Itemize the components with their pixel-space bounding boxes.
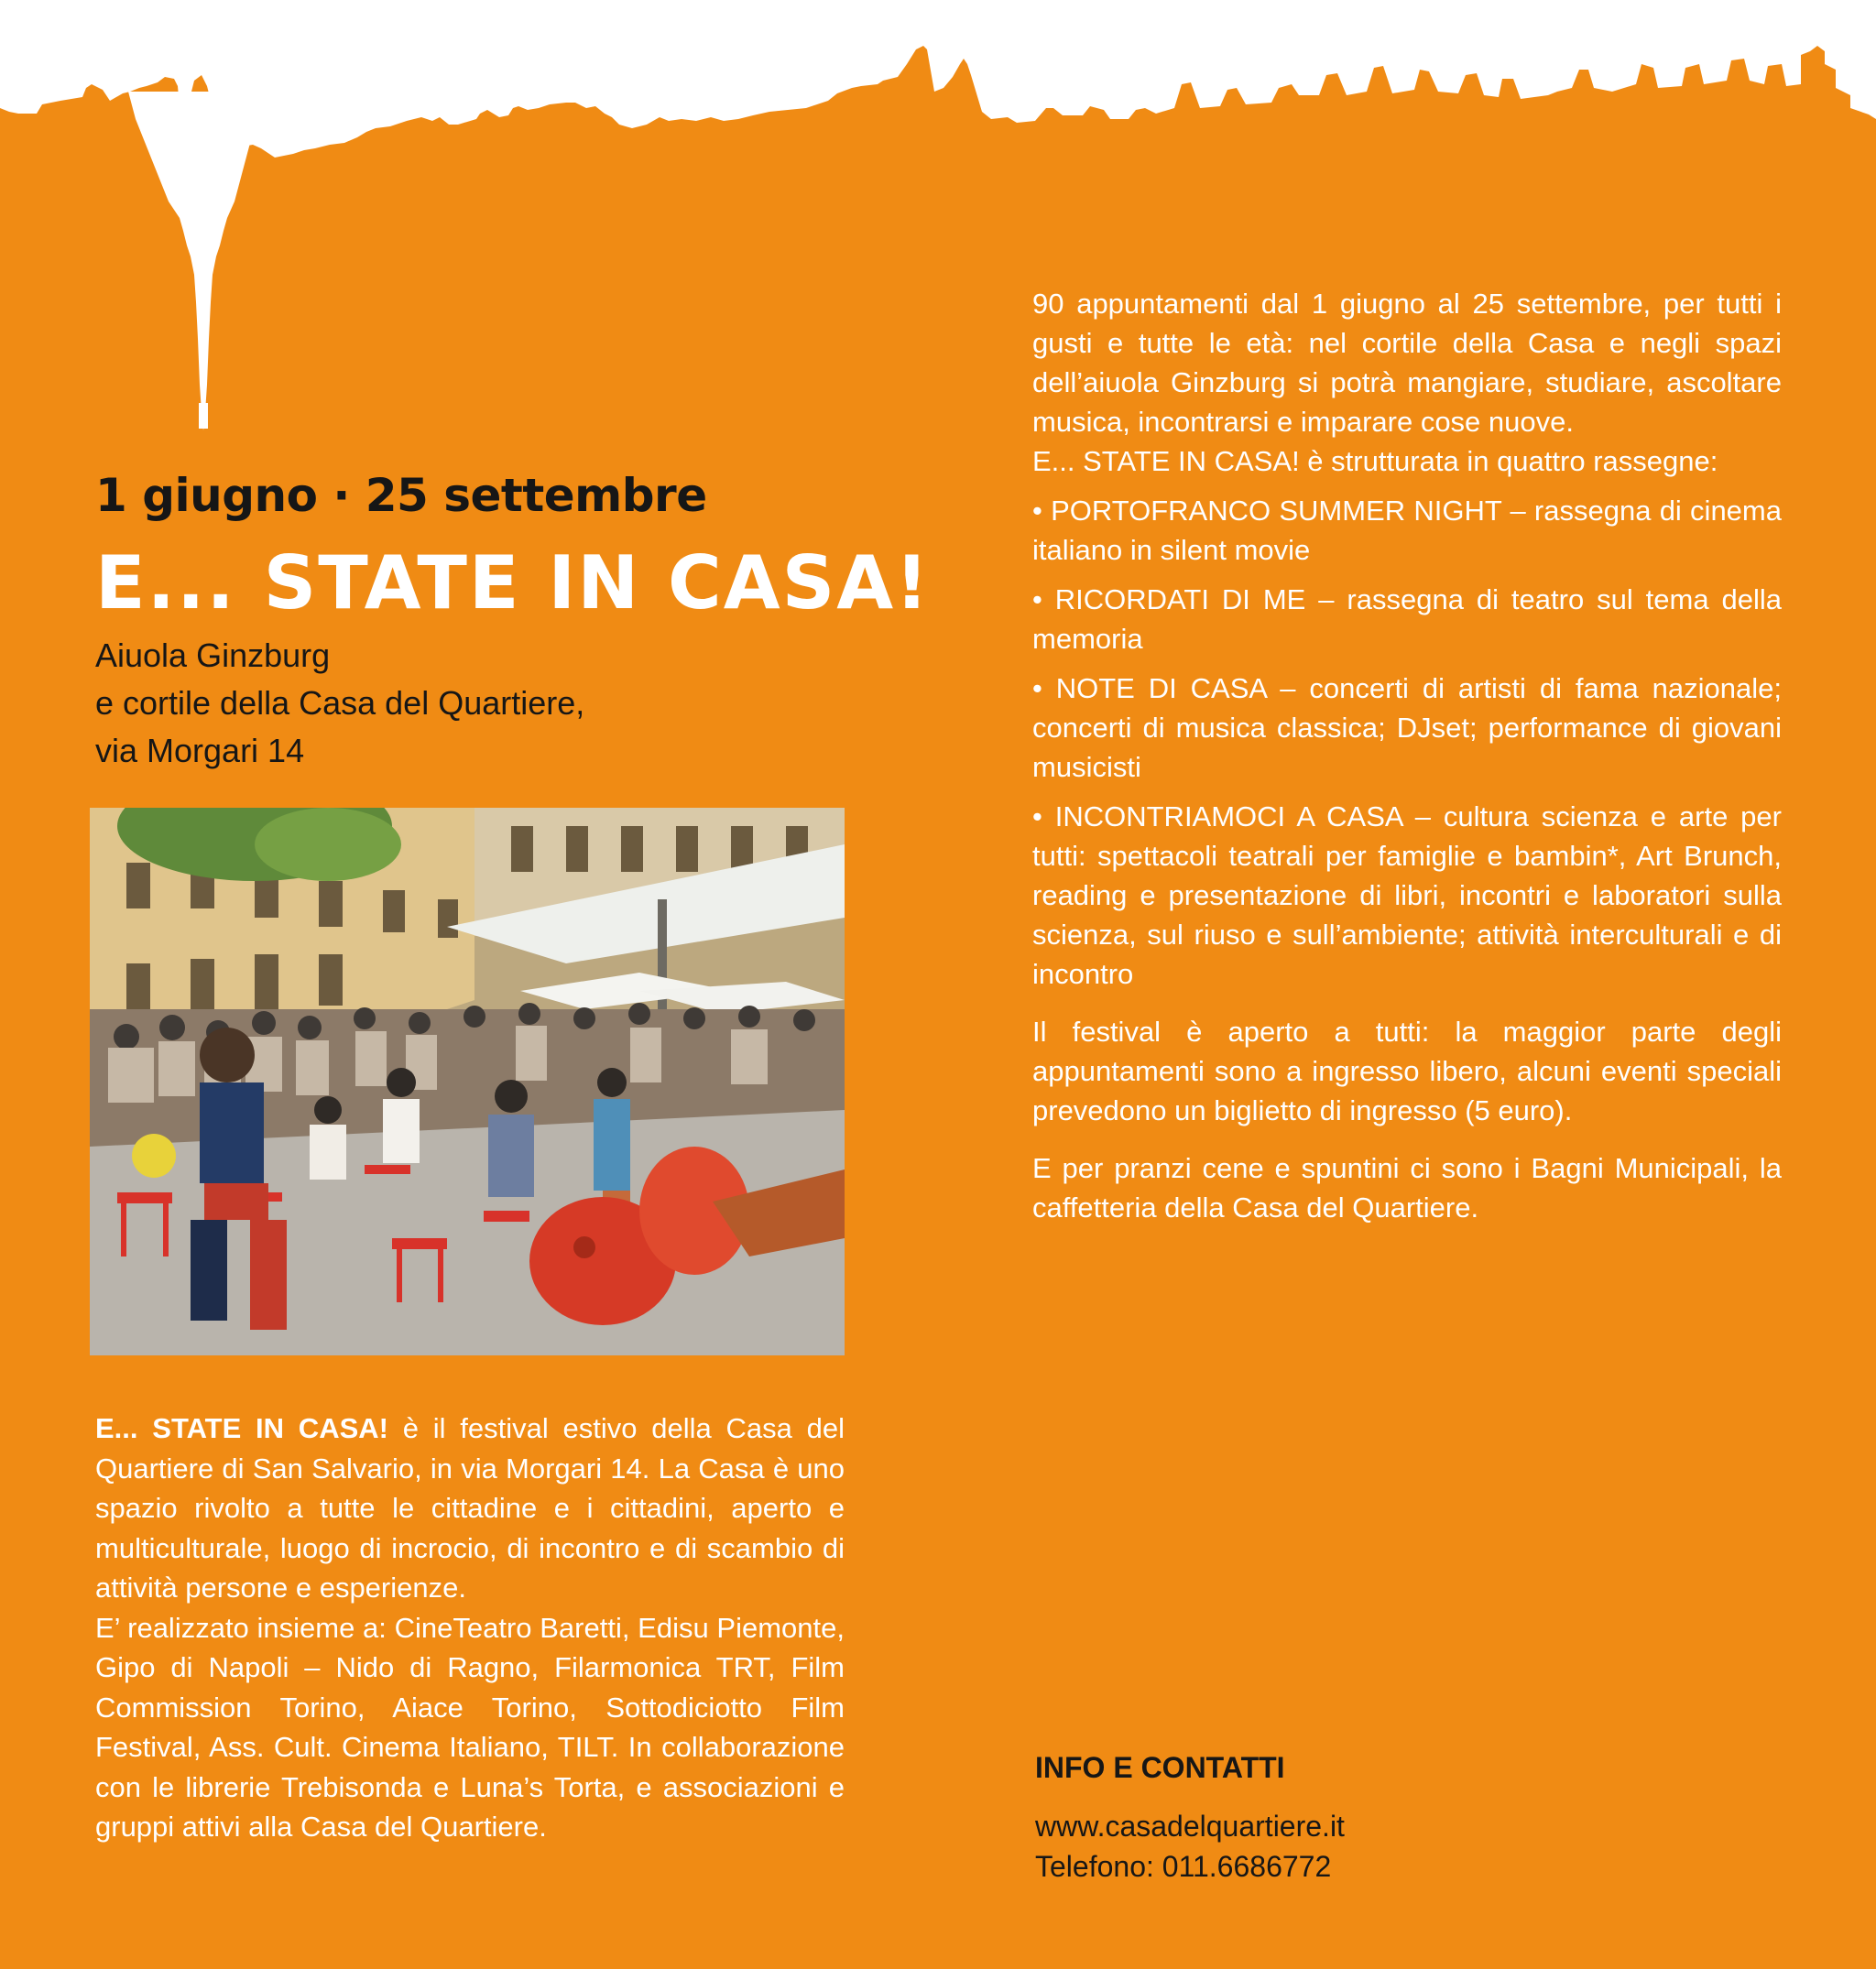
program-food: E per pranzi cene e spuntini ci sono i Bagni Municipali, la caffetteria della Casa del Quartiere.	[1032, 1152, 1782, 1224]
program-access: Il festival è aperto a tutti: la maggior parte degli appuntamenti sono a ingresso libero, alcuni eventi speciali prevedono un biglietto di ingresso (5 euro).	[1032, 1016, 1782, 1126]
description-paragraph-2: E’ realizzato insieme a: CineTeatro Baretti, Edisu Piemonte, Gipo di Napoli – Nido di Ragno, Filarmonica TRT, Film Commission Torino, Aiace Torino, Sottodiciotto Film Festival, Ass. Cult. Cinema Italiano, TILT. In collaborazione con le librerie Trebisonda e Luna’s Torta, e associazioni e gruppi attivi alla Casa del Quartiere.	[95, 1611, 845, 1843]
info-contacts	[1035, 1747, 1768, 1887]
info-title: INFO E CONTATTI	[1035, 1751, 1285, 1784]
program-item-incontriamoci: • INCONTRIAMOCI A CASA – cultura scienza e arte per tutti: spettacoli teatrali per famiglie e bambin*, Art Brunch, reading e presentazione di libri, incontri e laboratori sulla scienza, sul riuso e sull’ambiente; attività interculturali e di incontro	[1032, 800, 1782, 990]
venue-line-1: Aiuola Ginzburg	[95, 636, 331, 674]
program-item-ricordati: • RICORDATI DI ME – rassegna di teatro sul tema della memoria	[1032, 583, 1782, 655]
description-paragraph-1	[95, 1409, 845, 1608]
description-text-1: è il festival estivo della Casa del Quartiere di San Salvario, in via Morgari 14. La Casa è uno spazio rivolto a tutte le cittadine e i cittadini, aperto e multiculturale, luogo di incrocio, di incontro e di scambio di attività persone e esperienze.	[95, 1412, 845, 1604]
program-item-portofranco: • PORTOFRANCO SUMMER NIGHT – rassegna di cinema italiano in silent movie	[1032, 495, 1782, 566]
venue-line-3: via Morgari 14	[95, 732, 305, 769]
festival-description	[95, 1409, 845, 1847]
program-intro: 90 appuntamenti dal 1 giugno al 25 settembre, per tutti i gusti e tutte le età: nel cortile della Casa e negli spazi dell’aiuola Ginzburg si potrà mangiare, studiare, ascoltare musica, incontrarsi e imparare cose nuove.	[1032, 288, 1782, 438]
program-intro-2: E... STATE IN CASA! è strutturata in quattro rassegne:	[1032, 445, 1718, 477]
phone-number: Telefono: 011.6686772	[1035, 1850, 1332, 1883]
program-column	[1032, 284, 1782, 1227]
description-bold-lead: E... STATE IN CASA!	[95, 1412, 388, 1444]
event-title: E... STATE IN CASA!	[95, 540, 931, 626]
courtyard-concert-photo	[90, 808, 845, 1355]
program-item-note-di-casa: • NOTE DI CASA – concerti di artisti di fama nazionale; concerti di musica classica; DJset; performance di giovani musicisti	[1032, 672, 1782, 783]
venue-line-2: e cortile della Casa del Quartiere,	[95, 684, 585, 722]
event-date: 1 giugno · 25 settembre	[95, 469, 707, 522]
event-venue	[95, 632, 846, 775]
website-link[interactable]: www.casadelquartiere.it	[1035, 1810, 1345, 1843]
